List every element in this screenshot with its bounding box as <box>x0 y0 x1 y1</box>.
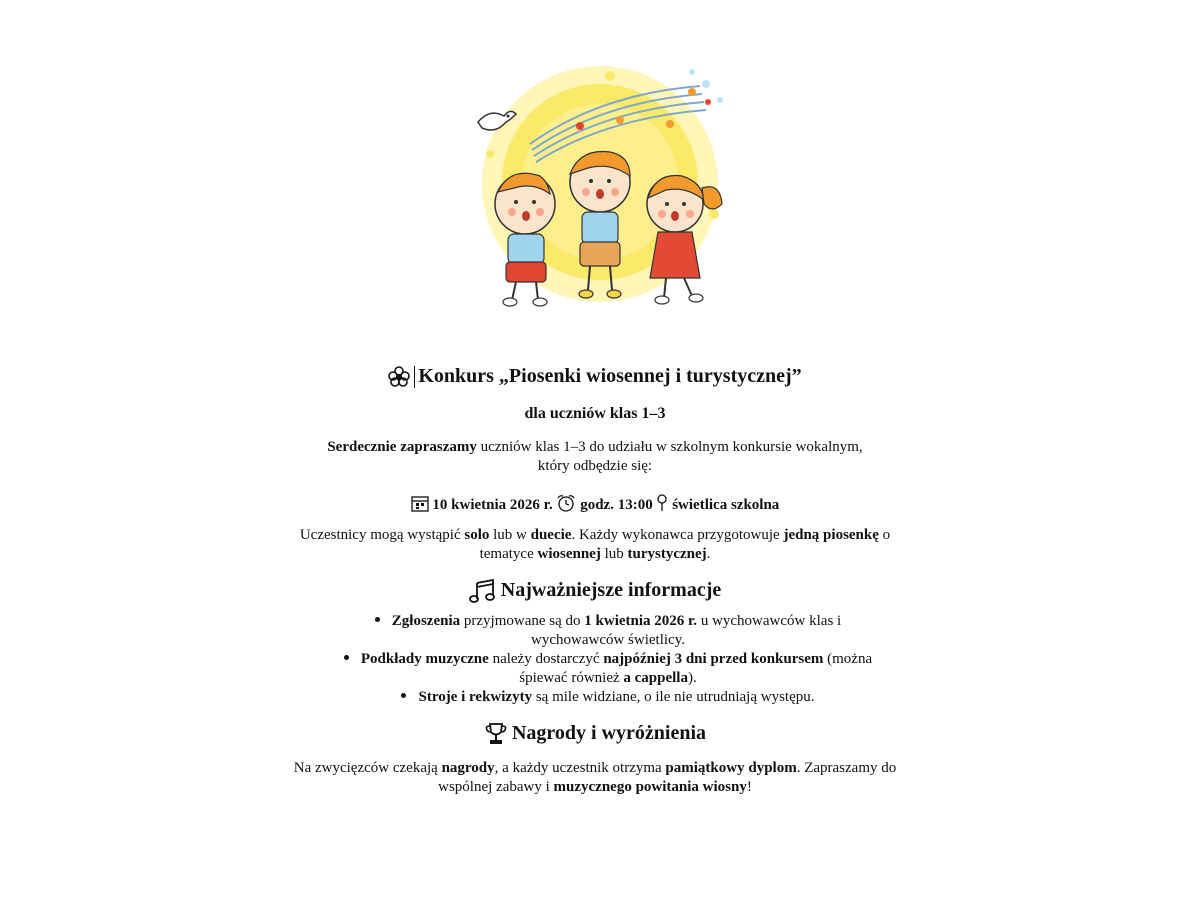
location-pin-icon <box>656 494 668 512</box>
list-item: Zgłoszenia przyjmowane są do 1 kwietnia 2026 r. u wychowawców klas i wychowawców świetlicy. <box>328 612 888 650</box>
event-place: świetlica szkolna <box>672 497 780 513</box>
trophy-icon <box>484 722 508 746</box>
page-title <box>280 362 910 390</box>
event-date: 10 kwietnia 2026 r. <box>432 497 553 513</box>
perform-paragraph: Uczestnicy mogą wystąpić solo lub w duecie. Każdy wykonawca przygotowuje jedną piosenkę o tematyce wiosennej lub turystycznej. <box>299 527 891 562</box>
title-text: Konkurs „Piosenki wiosennej i turystycznej” <box>418 365 802 387</box>
alarm-clock-icon <box>556 494 576 512</box>
music-notes-icon <box>469 579 497 603</box>
list-item: Podkłady muzyczne należy dostarczyć najpóźniej 3 dni przed konkursem (można śpiewać również a cappella). <box>328 650 888 688</box>
poster-content <box>280 362 910 797</box>
event-details <box>280 494 910 516</box>
invite-paragraph: Serdecznie zapraszamy uczniów klas 1–3 do udziału w szkolnym konkursie wokalnym, który odbędzie się: <box>327 439 863 474</box>
list-item: Stroje i rekwizyty są mile widziane, o ile nie utrudniają występu. <box>328 688 888 707</box>
singing-children-illustration <box>470 64 730 324</box>
flower-icon <box>388 366 410 388</box>
info-heading <box>280 576 910 604</box>
info-list <box>280 612 910 707</box>
prizes-heading-text: Nagrody i wyróżnienia <box>511 722 707 744</box>
info-heading-text: Najważniejsze informacje <box>500 579 722 601</box>
event-time: godz. 13:00 <box>580 497 653 513</box>
calendar-icon <box>411 495 429 512</box>
prizes-paragraph: Na zwycięzców czekają nagrody, a każdy uczestnik otrzyma pamiątkowy dyplom. Zapraszamy do wspólnej zabawy i muzycznego powitania wiosny! <box>293 760 897 795</box>
prizes-heading <box>280 719 910 747</box>
subtitle: dla uczniów klas 1–3 <box>524 405 666 422</box>
